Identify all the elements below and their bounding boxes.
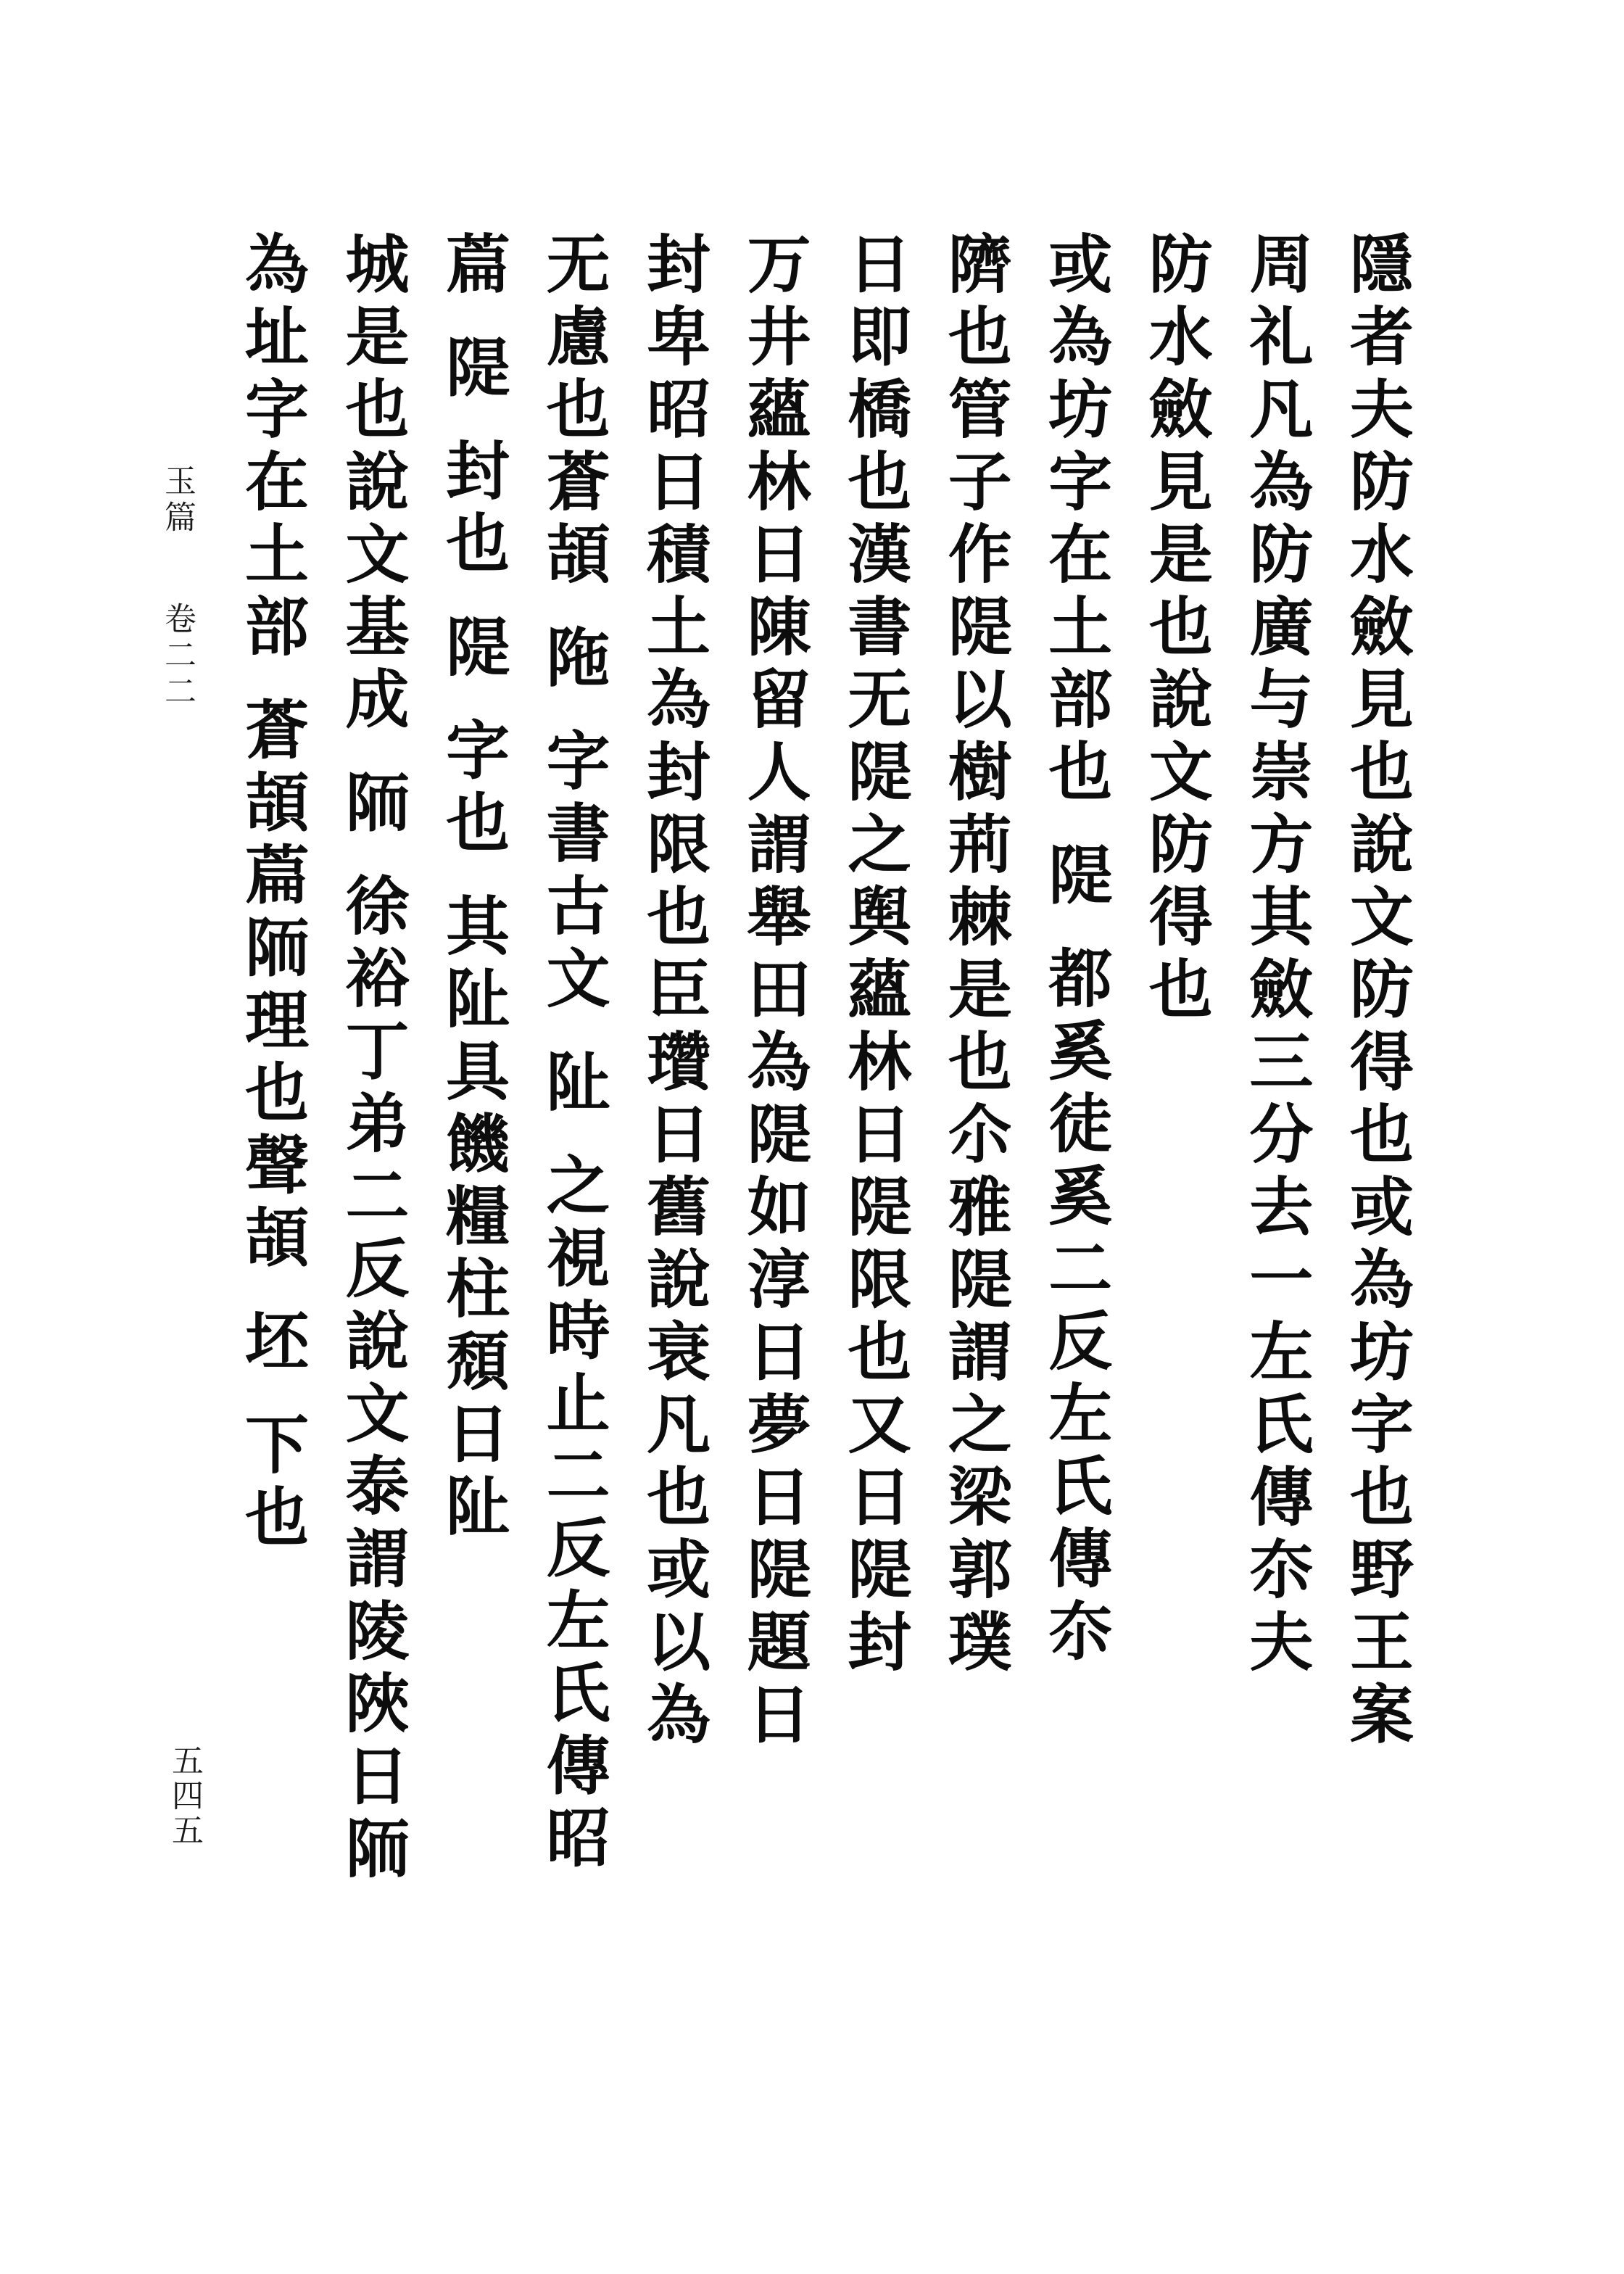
text-column-10: 萹 隄 封也 隄 字也 其阯具饑糧柱頹日阯: [436, 231, 512, 1546]
text-column-4: 或為坊字在土部也 隄 都奚徒奚二反左氏傳夵: [1038, 231, 1114, 1671]
text-column-7: 万井蘊林日陳留人謂舉田為隄如淳日夢日隄題日: [737, 231, 813, 1753]
main-text-block: [232, 231, 1428, 2130]
text-column-12: 為址字在土部 蒼頡萹陑理也聲頡 坯 下也: [235, 231, 310, 1556]
text-column-9: 无慮也蒼頡 陁 字書古文 阯 之視時止二反左氏傳昭: [536, 231, 612, 1877]
book-title: 玉篇: [159, 464, 196, 537]
page-number: 五四五: [166, 1744, 203, 1848]
text-column-5: 隮也管子作隄以樹荊棘是也尒雅隄謂之梁郭璞: [937, 231, 1014, 1681]
text-column-11: 城是也說文基成 陑 徐裕丁弟二反說文泰謂陵陜日陑: [335, 231, 411, 1888]
text-column-6: 日即橋也漢書无隄之舆蘊林日隄限也又日隄封: [837, 231, 914, 1681]
text-column-3: 防水斂見是也說文防得也: [1138, 231, 1214, 1028]
text-column-2: 周礼凡為防廣与崇方其斂三分去一左氏傳夵夫: [1239, 231, 1315, 1681]
running-head: [159, 464, 196, 711]
volume-label: 卷二二: [159, 602, 196, 711]
text-column-8: 封卑昭日積土為封限也臣瓚日舊說衰凡也或以為: [637, 231, 713, 1753]
text-column-1: 隱者夫防水斂見也說文防得也或為坊字也野王案: [1339, 231, 1415, 1753]
